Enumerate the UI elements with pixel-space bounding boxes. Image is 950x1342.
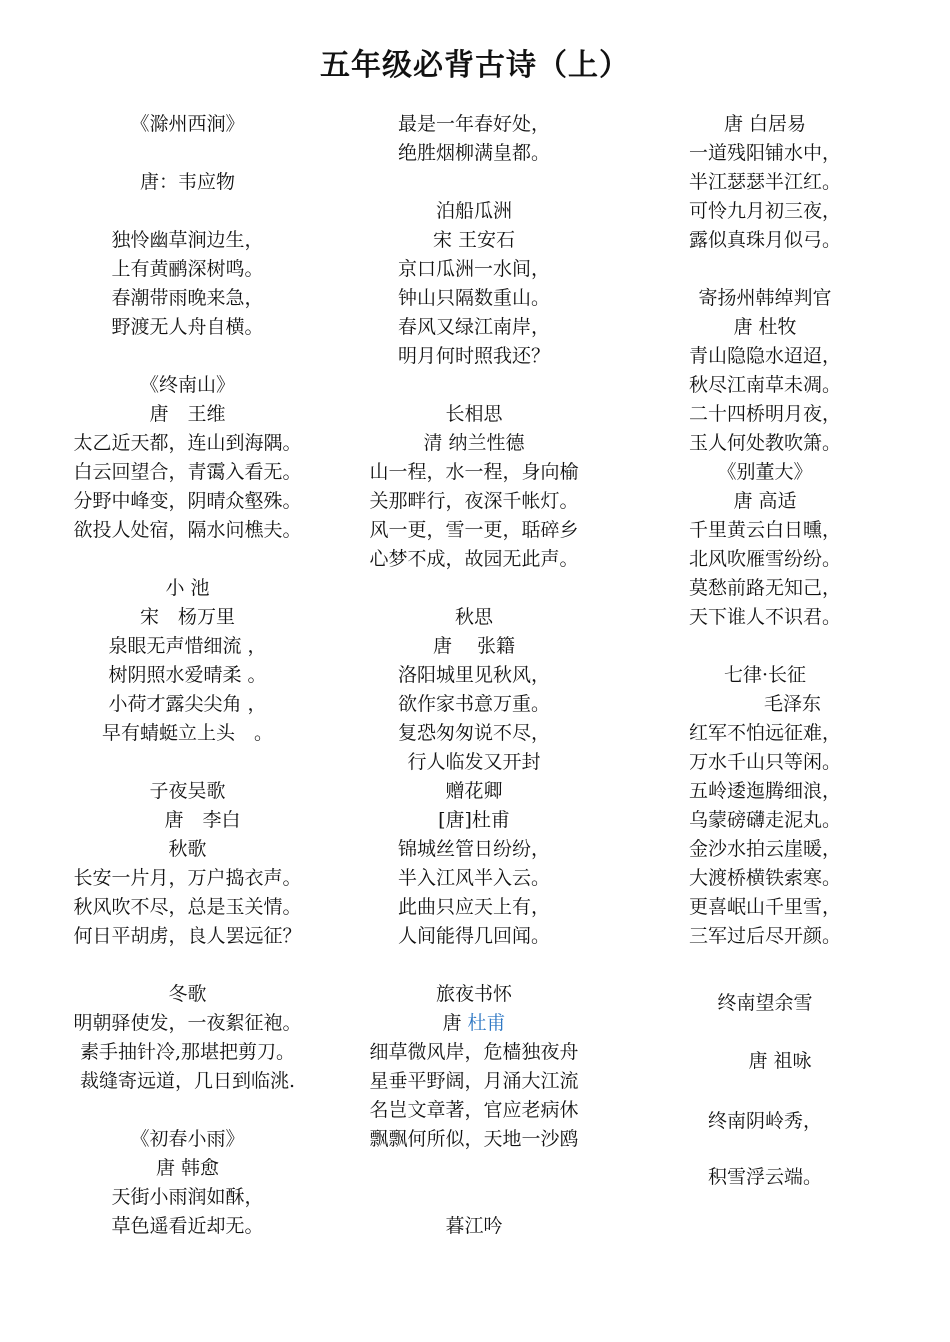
poem-line: 天下谁人不识君。 [688, 606, 841, 628]
spacer [40, 545, 335, 574]
poem-title-zeng-huaqing: 赠花卿 [445, 780, 503, 802]
spacer [345, 168, 603, 197]
poem-line: 何日平胡虏，良人罢远征？ [73, 925, 302, 947]
poem-line: 春风又绿江南岸， [397, 316, 550, 338]
spacer [40, 139, 335, 168]
poem-author: 清 纳兰性德 [423, 432, 525, 454]
poem-line: 半江瑟瑟半江红。 [688, 171, 841, 193]
poem-line: 小荷才露尖尖角 ， [108, 693, 267, 715]
poem-line: 白云回望合，青霭入看无。 [73, 461, 302, 483]
poem-line: 山一程，水一程，身向榆 [369, 461, 579, 483]
poem-line: 欲投人处宿，隔水问樵夫。 [73, 519, 302, 541]
poem-line: 欲作家书意万重。 [397, 693, 550, 715]
spacer [345, 1183, 603, 1212]
poem-subtitle: 冬歌 [168, 983, 207, 1005]
poem-author: 唐 李白 [164, 809, 241, 831]
poem-line: 明月何时照我还？ [397, 345, 550, 367]
spacer [665, 255, 865, 284]
poem-line: 金沙水拍云崖暖， [688, 838, 841, 860]
poem-line: 京口瓜洲一水间， [397, 258, 550, 280]
poem-line: 万水千山只等闲。 [688, 751, 841, 773]
poem-line: 独怜幽草涧边生， [111, 229, 264, 251]
poem-line: 大渡桥横铁索寒。 [688, 867, 841, 889]
poem-line: 分野中峰变，阴晴众壑殊。 [73, 490, 302, 512]
poem-line: 素手抽针冷,那堪把剪刀。 [79, 1041, 296, 1063]
poem-line: 红军不怕远征难， [688, 722, 841, 744]
poem-line: 春潮带雨晚来急， [111, 287, 264, 309]
spacer [40, 748, 335, 777]
poem-line: 裁缝寄远道，几日到临洮. [79, 1070, 296, 1092]
poem-title-bie-dongda: 《别董大》 [717, 461, 813, 483]
author-dynasty: 唐 [442, 1012, 462, 1034]
poem-line: 长安一片月，万户捣衣声。 [73, 867, 302, 889]
spacer [40, 342, 335, 371]
poem-title-ji-yangzhou: 寄扬州韩绰判官 [698, 287, 832, 309]
poem-line: 风一更，雪一更，聒碎乡 [369, 519, 579, 541]
poem-line: 半入江风半入云。 [397, 867, 550, 889]
poem-line: 行人临发又开封 [407, 751, 541, 773]
spacer [665, 632, 865, 661]
spacer [40, 197, 335, 226]
poem-line: 露似真珠月似弓。 [688, 229, 841, 251]
poem-title-zhongnanshan: 《终南山》 [139, 374, 235, 396]
poem-line: 可怜九月初三夜， [688, 200, 841, 222]
poem-title-lvye-shuhuai: 旅夜书怀 [435, 983, 512, 1005]
poem-line: 绝胜烟柳满皇都。 [397, 142, 550, 164]
poem-line: 树阴照水爱晴柔 。 [108, 664, 267, 686]
poem-author: 唐 张籍 [432, 635, 516, 657]
poem-author: 唐 杜牧 [733, 316, 797, 338]
poem-line: 明朝驿使发，一夜絮征袍。 [73, 1012, 302, 1034]
poem-author: 唐 高适 [733, 490, 797, 512]
spacer [40, 1096, 335, 1125]
poem-line: 五岭逶迤腾细浪， [688, 780, 841, 802]
poem-author: 唐 白居易 [723, 113, 807, 135]
spacer [345, 1154, 603, 1183]
poem-author: 唐 王维 [149, 403, 226, 425]
poem-line: 秋尽江南草未凋。 [688, 374, 841, 396]
poem-author: 毛泽东 [763, 693, 821, 715]
poem-line: 细草微风岸，危樯独夜舟 [369, 1041, 579, 1063]
poem-line: 乌蒙磅礴走泥丸。 [688, 809, 841, 831]
poem-line: 锦城丝管日纷纷， [397, 838, 550, 860]
page-title: 五年级必背古诗（上） [320, 48, 630, 83]
poem-line: 飘飘何所似，天地一沙鸥 [369, 1128, 579, 1150]
poem-author: [唐]杜甫 [438, 809, 510, 831]
poem-title-bochuan-guazhou: 泊船瓜洲 [435, 200, 512, 222]
poem-line: 莫愁前路无知己， [688, 577, 841, 599]
poem-line: 关那畔行，夜深千帐灯。 [369, 490, 579, 512]
poem-line: 玉人何处教吹箫。 [688, 432, 841, 454]
poem-line: 人间能得几回闻。 [397, 925, 550, 947]
poem-author: 唐：韦应物 [139, 171, 235, 193]
poem-line: 野渡无人舟自横。 [111, 316, 264, 338]
poem-author: 唐 祖咏 [748, 1050, 812, 1072]
poem-line: 名岂文章著，官应老病休 [369, 1099, 579, 1121]
author-link-dufu[interactable]: 杜甫 [467, 1012, 506, 1034]
poem-line: 早有蜻蜓立上头 。 [101, 722, 273, 744]
poem-line: 钟山只隔数重山。 [397, 287, 550, 309]
poem-line: 最是一年春好处， [397, 113, 550, 135]
poem-title-zhongnan-wang-yuxue: 终南望余雪 [717, 992, 813, 1014]
poem-title-xiaochi: 小 池 [165, 577, 210, 599]
poem-line: 终南阴岭秀， [707, 1110, 822, 1132]
poem-line: 更喜岷山千里雪， [688, 896, 841, 918]
poem-author [345, 1009, 603, 1038]
poem-line: 洛阳城里见秋风， [397, 664, 550, 686]
poem-line: 心梦不成，故园无此声。 [369, 548, 579, 570]
poem-line: 天街小雨润如酥， [111, 1186, 264, 1208]
poem-title-qiusi: 秋思 [454, 606, 493, 628]
poem-title-chuzhou-xijian: 《滁州西涧》 [130, 113, 245, 135]
column-middle [345, 110, 603, 1241]
poem-author: 唐 韩愈 [155, 1157, 220, 1179]
poem-line: 三军过后尽开颜。 [688, 925, 841, 947]
poem-line: 北风吹雁雪纷纷。 [688, 548, 841, 570]
poem-line: 草色遥看近却无。 [111, 1215, 264, 1237]
spacer [40, 951, 335, 980]
poem-line: 秋风吹不尽，总是玉关情。 [73, 896, 302, 918]
poem-line: 千里黄云白日曛， [688, 519, 841, 541]
poem-line: 太乙近天都，连山到海隅。 [73, 432, 302, 454]
column-left [40, 110, 335, 1241]
spacer [345, 951, 603, 980]
poem-line: 青山隐隐水迢迢， [688, 345, 841, 367]
spacer [345, 371, 603, 400]
poem-line: 积雪浮云端。 [707, 1166, 822, 1188]
poem-author: 宋 杨万里 [139, 606, 235, 628]
poem-title-ziye-wuge: 子夜吴歌 [149, 780, 226, 802]
poem-title-changzheng: 七律·长征 [723, 664, 807, 686]
poem-author: 宋 王安石 [432, 229, 516, 251]
column-right [665, 110, 865, 951]
poem-line: 此曲只应天上有， [397, 896, 550, 918]
poem-title-mujiangyin: 暮江吟 [445, 1215, 503, 1237]
poem-title-chuchun-xiaoyu: 《初春小雨》 [130, 1128, 245, 1150]
poem-line: 复恐匆匆说不尽， [397, 722, 550, 744]
spacer [345, 574, 603, 603]
poem-line: 泉眼无声惜细流 ， [108, 635, 267, 657]
poem-line: 星垂平野阔，月涌大江流 [369, 1070, 579, 1092]
poem-line: 一道残阳铺水中， [688, 142, 841, 164]
poem-line: 二十四桥明月夜， [688, 403, 841, 425]
poem-subtitle: 秋歌 [168, 838, 207, 860]
poem-title-changxiangsi: 长相思 [445, 403, 503, 425]
poem-line: 上有黄鹂深树鸣。 [111, 258, 264, 280]
